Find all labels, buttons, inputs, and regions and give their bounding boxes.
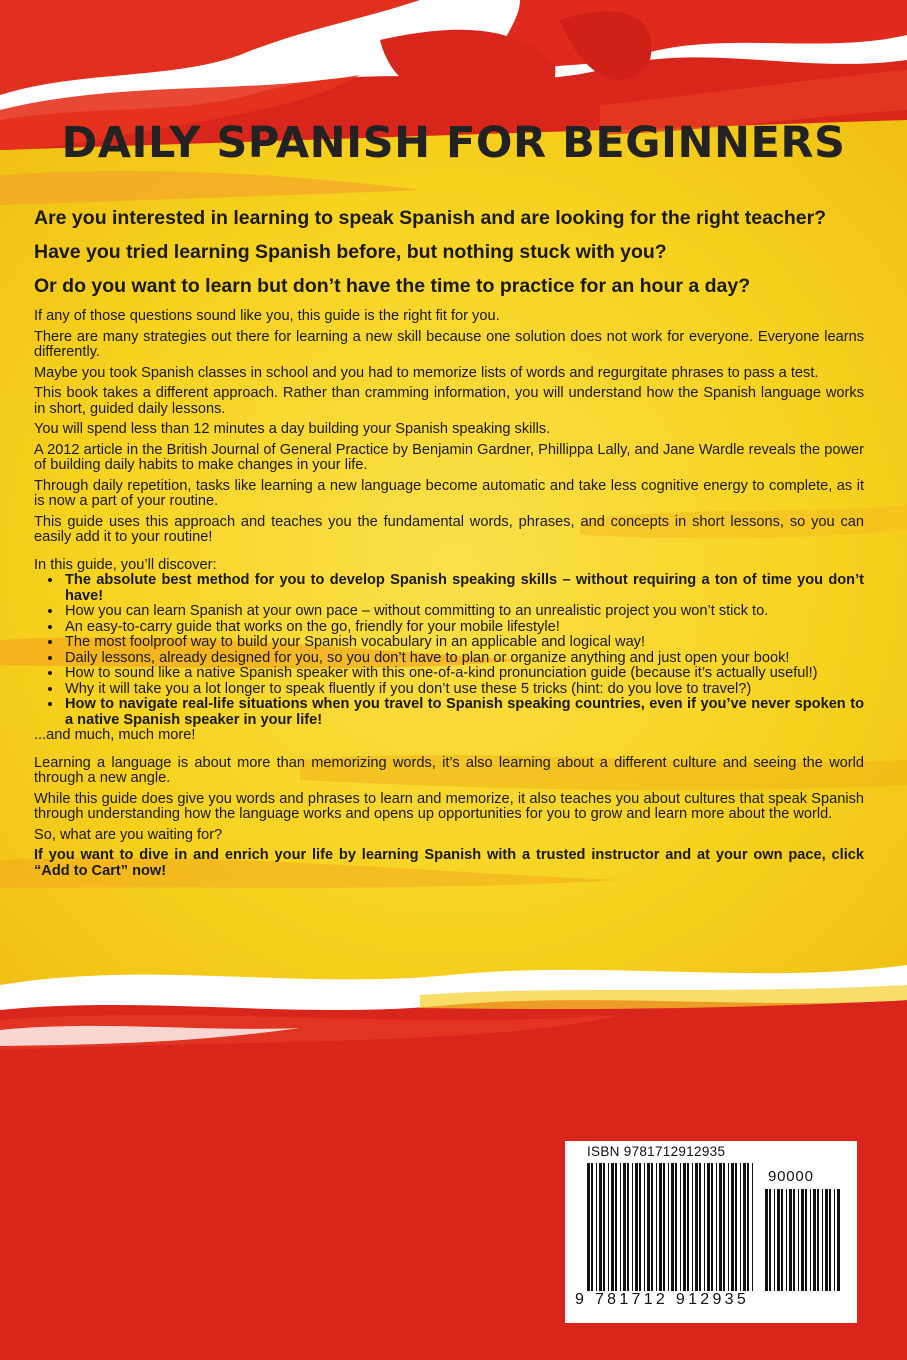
paragraph: There are many strategies out there for learning a new skill because one solution does not work for everyone. Everyone learns differently. <box>34 328 864 360</box>
barcode-bar <box>719 1163 722 1291</box>
discover-list <box>34 573 864 728</box>
paragraph: This book takes a different approach. Rather than cramming information, you will understand how the Spanish language works in short, guided daily lessons. <box>34 385 864 417</box>
barcode-bar <box>786 1189 787 1291</box>
barcode-bar <box>825 1189 828 1291</box>
barcode-bar <box>777 1189 780 1291</box>
paragraph: Through daily repetition, tasks like learning a new language become automatic and take less cognitive energy to complete, as it is now a part of your routine. <box>34 477 864 509</box>
barcode-bar <box>743 1163 746 1291</box>
barcode-bar <box>635 1163 638 1291</box>
barcode-bar <box>793 1189 795 1291</box>
barcode-bar <box>834 1189 835 1291</box>
barcode-bar <box>711 1163 713 1291</box>
barcode-bar <box>789 1189 792 1291</box>
question: Or do you want to learn but don’t have the time to practice for an hour a day? <box>34 275 751 297</box>
call-to-action: If you want to dive in and enrich your life by learning Spanish with a trusted instructor and at your own pace, click “Add to Cart” now! <box>34 847 864 879</box>
barcode-bar <box>810 1189 811 1291</box>
barcode-addon-icon <box>765 1189 843 1291</box>
barcode-bar <box>659 1163 662 1291</box>
barcode-bar <box>608 1163 609 1291</box>
barcode-bar <box>735 1163 737 1291</box>
barcode-bar <box>603 1163 605 1291</box>
more-text: ...and much, much more! <box>34 727 196 743</box>
paragraph: Maybe you took Spanish classes in school and you had to memorize lists of words and regurgitate phrases to pass a test. <box>34 364 819 381</box>
barcode-bar <box>731 1163 734 1291</box>
barcode-bar <box>680 1163 681 1291</box>
barcode-main-icon <box>587 1163 757 1291</box>
barcode-bar <box>675 1163 677 1291</box>
description-body <box>34 309 864 884</box>
barcode-bar <box>587 1163 590 1291</box>
question: Have you tried learning Spanish before, but nothing stuck with you? <box>34 241 667 263</box>
paragraph: While this guide does give you words and phrases to learn and memorize, it also teaches you about cultures that speak Spanish through understanding how the language works and opens up opportunities for you to grow and learn more about the world. <box>34 790 864 822</box>
barcode-bar <box>651 1163 653 1291</box>
barcode-bar <box>837 1189 840 1291</box>
list-item: • How you can learn Spanish at your own pace – without committing to an unrealistic project you won’t stick to. <box>63 604 864 620</box>
barcode-bar <box>671 1163 674 1291</box>
barcode-bar <box>829 1189 831 1291</box>
barcode-bar <box>817 1189 819 1291</box>
price-code: 90000 <box>768 1168 814 1185</box>
barcode-bar <box>687 1163 689 1291</box>
barcode-bar <box>611 1163 614 1291</box>
barcode-digits: 9 781712 912935 <box>575 1291 750 1308</box>
barcode-bar <box>591 1163 593 1291</box>
barcode-bar <box>805 1189 807 1291</box>
list-item: • How to navigate real-life situations when you travel to Spanish speaking countries, even if you’ve never spoken to a native Spanish speaker in your life! <box>63 697 864 728</box>
barcode-bar <box>801 1189 804 1291</box>
paragraph: Learning a language is about more than memorizing words, it’s also learning about a different culture and seeing the world through a new angle. <box>34 754 864 786</box>
barcode-bar <box>769 1189 771 1291</box>
barcode-bar <box>765 1189 768 1291</box>
list-item: • How to sound like a native Spanish speaker with this one-of-a-kind pronunciation guide (because it’s actually useful!) <box>63 666 864 682</box>
barcode-bar <box>647 1163 650 1291</box>
barcode-bar <box>620 1163 621 1291</box>
barcode-bar <box>707 1163 710 1291</box>
list-item: • Why it will take you a lot longer to speak fluently if you don’t use these 5 tricks (hint: do you love to travel?) <box>63 682 864 698</box>
barcode-bar <box>663 1163 665 1291</box>
barcode-bar <box>740 1163 741 1291</box>
barcode-bar <box>747 1163 749 1291</box>
barcode-bar <box>774 1189 775 1291</box>
barcode-bar <box>596 1163 597 1291</box>
barcode-box <box>565 1141 857 1323</box>
barcode-bar <box>798 1189 799 1291</box>
book-title: DAILY SPANISH FOR BEGINNERS <box>61 118 846 168</box>
isbn-label: ISBN 9781712912935 <box>587 1144 726 1159</box>
barcode-bar <box>704 1163 705 1291</box>
barcode-bar <box>699 1163 701 1291</box>
barcode-bar <box>627 1163 629 1291</box>
barcode-bar <box>692 1163 693 1291</box>
barcode-bar <box>639 1163 641 1291</box>
list-item: • The most foolproof way to build your Spanish vocabulary in an applicable and logical way! <box>63 635 864 651</box>
barcode-bar <box>644 1163 645 1291</box>
barcode-bar <box>695 1163 698 1291</box>
paragraph: If any of those questions sound like you, this guide is the right fit for you. <box>34 308 500 324</box>
list-item: • Daily lessons, already designed for you, so you don’t have to plan or organize anything and just open your book! <box>63 651 864 667</box>
question: Are you interested in learning to speak Spanish and are looking for the right teacher? <box>34 207 827 229</box>
barcode-bar <box>716 1163 717 1291</box>
barcode-bar <box>723 1163 725 1291</box>
paragraph: You will spend less than 12 minutes a day building your Spanish speaking skills. <box>34 421 551 437</box>
barcode-bar <box>632 1163 633 1291</box>
list-item: • The absolute best method for you to develop Spanish speaking skills – without requiring a ton of time you don’t have! <box>63 573 864 604</box>
barcode-bar <box>728 1163 729 1291</box>
barcode-bar <box>615 1163 617 1291</box>
paragraph: A 2012 article in the British Journal of General Practice by Benjamin Gardner, Phillippa Lally, and Jane Wardle reveals the power of building daily habits to make changes in your life. <box>34 441 864 473</box>
barcode-bar <box>668 1163 669 1291</box>
paragraph: This guide uses this approach and teaches you the fundamental words, phrases, and concepts in short lessons, so you can easily add it to your routine! <box>34 513 864 545</box>
barcode-bar <box>599 1163 602 1291</box>
barcode-bar <box>813 1189 816 1291</box>
intro-questions <box>34 206 879 308</box>
barcode-bar <box>656 1163 657 1291</box>
discover-intro: In this guide, you’ll discover: <box>34 556 217 573</box>
barcode-bar <box>752 1163 753 1291</box>
list-item: • An easy-to-carry guide that works on the go, friendly for your mobile lifestyle! <box>63 620 864 636</box>
barcode-bar <box>822 1189 823 1291</box>
barcode-bar <box>623 1163 626 1291</box>
paragraph: So, what are you waiting for? <box>34 826 223 843</box>
barcode-bar <box>683 1163 686 1291</box>
barcode-bar <box>781 1189 783 1291</box>
